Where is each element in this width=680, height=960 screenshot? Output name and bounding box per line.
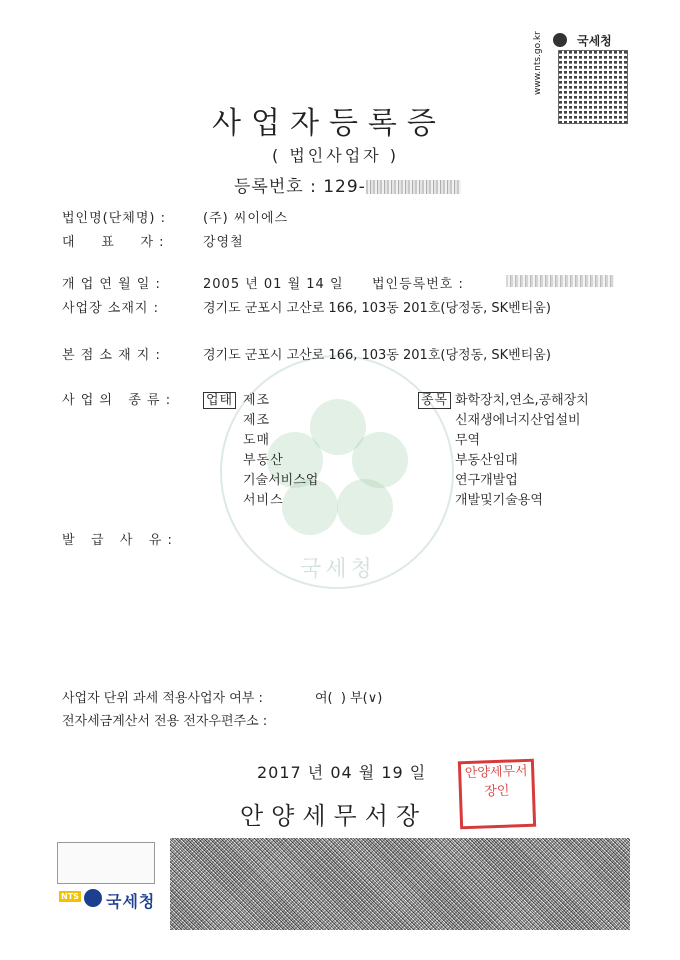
nts-footer-text: 국세청	[106, 892, 156, 911]
nts-footer-logo	[59, 887, 159, 911]
reg-number-label: 등록번호 :	[234, 177, 317, 197]
item-box	[418, 389, 451, 408]
corp-name-value: (주) 씨이에스	[203, 211, 289, 226]
corp-reg-label: 법인등록번호 :	[372, 277, 464, 292]
open-date-label: 개 업 연 월 일 :	[62, 277, 161, 292]
sector-row: 서비스	[243, 493, 284, 508]
sector-row: 제조	[243, 393, 271, 408]
document-subtitle: ( 법인사업자 )	[272, 146, 399, 165]
blank-box	[57, 842, 155, 884]
biz-type-label: 사 업 의 종 류 :	[62, 393, 172, 408]
sector-row: 도매	[243, 433, 271, 448]
nts-badge: NTS	[61, 892, 79, 901]
watermark-petal	[337, 479, 393, 535]
nts-header-logo	[553, 30, 643, 50]
watermark-text: 국세청	[300, 557, 376, 582]
open-date-value: 2005 년 01 월 14 일	[203, 277, 344, 292]
reg-number-value: 129-	[323, 177, 366, 197]
corp-reg-redacted	[506, 275, 614, 287]
document-title: 사업자등록증	[212, 106, 446, 141]
issue-reason-label: 발 급 사 유 :	[62, 533, 173, 548]
location-value: 경기도 군포시 고산로 166, 103동 201호(당정동, SK벤티움)	[203, 301, 551, 316]
rep-label: 대 표 자 :	[62, 235, 165, 250]
sector-label: 업태	[203, 392, 236, 409]
item-row: 개발및기술용역	[455, 493, 543, 508]
unit-tax-value: 여( ) 부(∨)	[315, 691, 383, 706]
registration-number	[234, 172, 461, 197]
item-label: 종목	[418, 392, 451, 409]
item-row: 신재생에너지산업설비	[455, 413, 581, 428]
corp-name-label: 법인명(단체명) :	[62, 211, 167, 226]
barcode-pattern	[170, 838, 630, 930]
hq-value: 경기도 군포시 고산로 166, 103동 201호(당정동, SK벤티움)	[203, 348, 551, 363]
official-seal: 안양세무서장인	[458, 759, 536, 830]
sector-row: 제조	[243, 413, 271, 428]
office-name: 안양세무서장	[240, 802, 428, 830]
sector-box	[203, 389, 236, 408]
nts-circle-icon	[553, 33, 567, 47]
side-url: www.nts.go.kr	[533, 31, 543, 95]
header-agency-label: 국세청	[577, 34, 612, 48]
sector-row: 부동산	[243, 453, 284, 468]
nts-flower-icon	[84, 889, 102, 907]
unit-tax-label: 사업자 단위 과세 적용사업자 여부 :	[62, 691, 263, 706]
item-row: 무역	[455, 433, 481, 448]
rep-value: 강영철	[203, 235, 244, 250]
item-row: 부동산임대	[455, 453, 518, 468]
hq-label: 본 점 소 재 지 :	[62, 348, 161, 363]
email-label: 전자세금계산서 전용 전자우편주소 :	[62, 714, 268, 729]
issue-date: 2017 년 04 월 19 일	[257, 763, 427, 782]
qr-code	[558, 50, 628, 124]
reg-number-redacted	[366, 180, 461, 194]
item-row: 화학장치,연소,공해장치	[455, 393, 589, 408]
item-row: 연구개발업	[455, 473, 518, 488]
location-label: 사업장 소재지 :	[62, 301, 159, 316]
sector-row: 기술서비스업	[243, 473, 319, 488]
